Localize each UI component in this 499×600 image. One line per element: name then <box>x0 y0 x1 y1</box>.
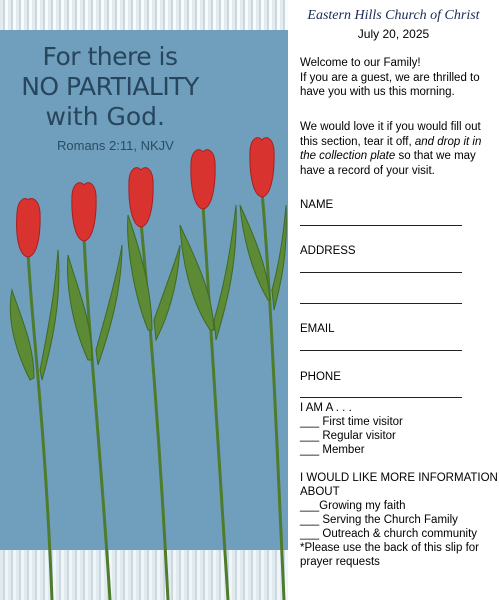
welcome-text <box>300 56 496 100</box>
verse-reference: Romans 2:11, NKJV <box>57 138 174 153</box>
tulip-leaf <box>214 205 236 340</box>
address-label: ADDRESS <box>300 245 356 257</box>
verse-line: NO PARTIALITY <box>21 72 199 101</box>
tulip-bloom <box>191 150 215 209</box>
info-option-outreach[interactable]: ___ Outreach & church community <box>300 528 478 540</box>
tulip-leaf <box>154 245 180 340</box>
info-option-serving[interactable]: ___ Serving the Church Family <box>300 514 458 526</box>
instructions-emphasis: and drop it in the collection plate <box>300 135 482 163</box>
instructions-part: We would love it if you would fill out this section, tear it off, <box>300 121 481 148</box>
tulip-bloom <box>250 138 274 197</box>
tulip-stem <box>28 252 52 600</box>
scripture-verse <box>0 42 220 132</box>
name-field-line[interactable] <box>300 225 462 226</box>
address-field-line[interactable] <box>300 272 462 273</box>
tulip-stem <box>203 205 228 600</box>
tulip-stem <box>84 236 110 600</box>
i-am-heading: I AM A . . . <box>300 402 352 414</box>
visitor-option-member[interactable]: ___ Member <box>300 444 365 456</box>
more-info-heading-2: ABOUT <box>300 486 340 498</box>
visitor-option-first-time[interactable]: ___ First time visitor <box>300 416 403 428</box>
tulip-leaf <box>40 250 59 380</box>
welcome-line: Welcome to our Family! <box>300 57 421 69</box>
tulip-bloom <box>72 183 96 241</box>
church-name: Eastern Hills Church of Christ <box>307 8 480 23</box>
tulip-leaf <box>96 245 122 365</box>
prayer-request-note: *Please use the back of this slip for prayer requests <box>300 542 479 568</box>
visitor-option-regular[interactable]: ___ Regular visitor <box>300 430 396 442</box>
address-field-line-2[interactable] <box>300 303 462 304</box>
info-option-growing-faith[interactable]: ___Growing my faith <box>300 500 406 512</box>
email-field-line[interactable] <box>300 350 462 351</box>
welcome-line: If you are a guest, we are thrilled to have you with us this morning. <box>300 71 480 99</box>
verse-line: with God. <box>45 102 165 131</box>
tulip-bloom <box>129 168 153 227</box>
tulip-leaf <box>128 215 152 330</box>
phone-label: PHONE <box>300 371 341 383</box>
bulletin-date: July 20, 2025 <box>357 27 430 41</box>
more-info-heading: I WOULD LIKE MORE INFORMATION <box>300 472 498 484</box>
instructions-text <box>300 120 496 179</box>
verse-line: For there is <box>42 42 178 71</box>
name-label: NAME <box>300 199 334 211</box>
phone-field-line[interactable] <box>300 397 462 398</box>
tulip-bloom <box>17 199 41 258</box>
email-label: EMAIL <box>300 323 335 335</box>
tulip-leaf <box>272 205 286 310</box>
instructions-part: so that we may have a record of your visit. <box>300 150 476 178</box>
